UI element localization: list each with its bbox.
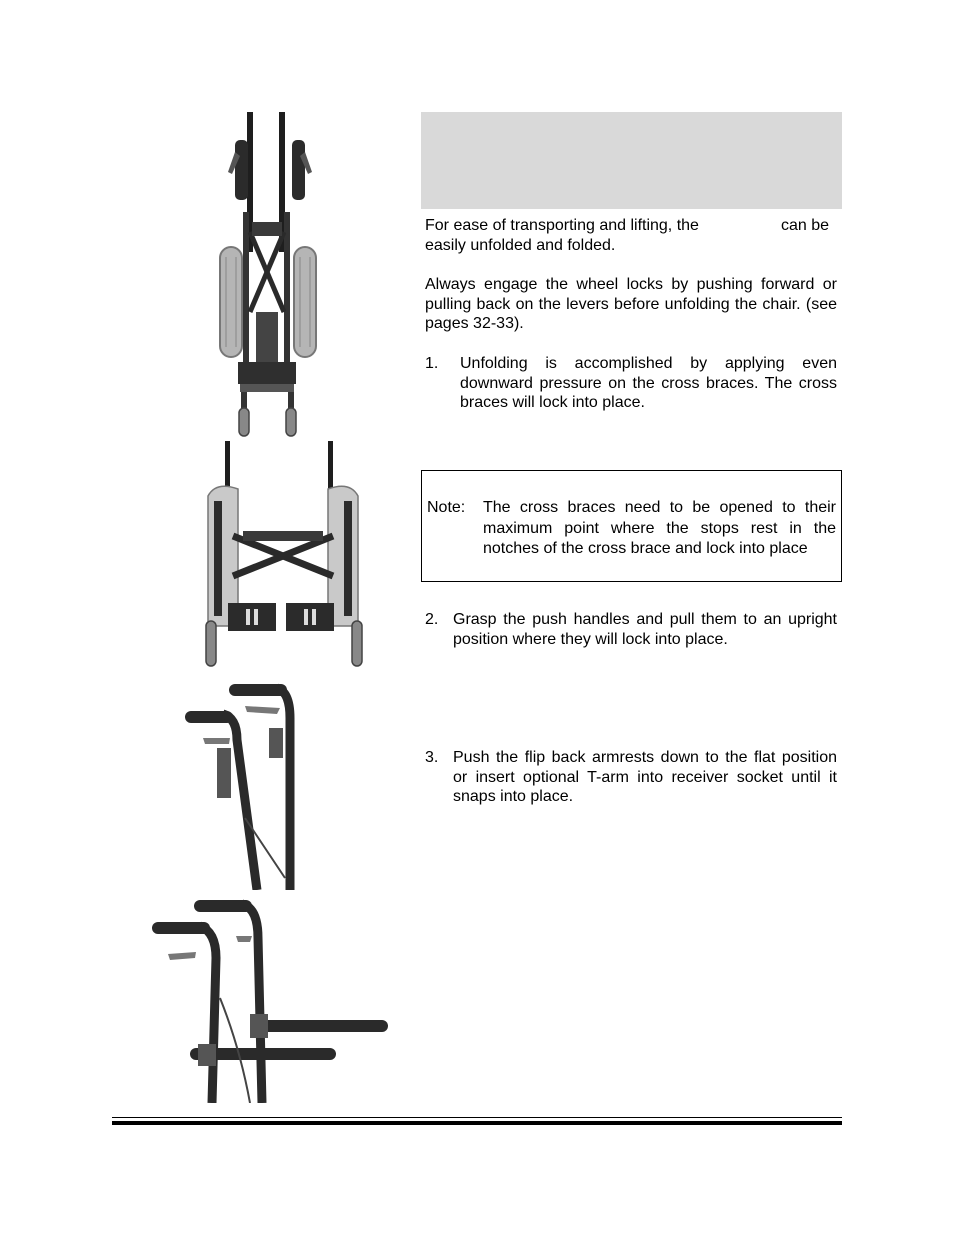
folded-wheelchair-figure xyxy=(210,112,340,438)
intro-line2: easily unfolded and folded. xyxy=(425,236,616,254)
step-1-text: Unfolding is accomplished by applying even downward pressure on the cross braces. The cross braces will lock into place. xyxy=(460,355,837,411)
note-box xyxy=(421,470,842,582)
step-1 xyxy=(425,354,837,414)
intro-line1-start: For ease of transporting and lifting, the xyxy=(425,217,699,234)
intro-line1-end: can be xyxy=(781,217,830,234)
push-handles-figure xyxy=(185,678,315,890)
step-2 xyxy=(425,610,837,650)
section-header-box xyxy=(421,112,842,209)
step-3-number: 3. xyxy=(425,749,439,766)
footer-rule-thin xyxy=(112,1117,842,1118)
wheel-lock-warning: Always engage the wheel locks by pushing forward or pulling back on the levers before unfolding the chair. (see pages 32-33). xyxy=(425,276,837,332)
step-1-number: 1. xyxy=(425,355,439,372)
step-2-number: 2. xyxy=(425,611,439,628)
step-3 xyxy=(425,748,837,808)
step-3-text: Push the flip back armrests down to the flat position or insert optional T-arm into receiver socket until it snaps into place. xyxy=(453,749,837,805)
armrest-t-arm-figure xyxy=(150,898,390,1103)
unfolded-wheelchair-figure xyxy=(188,441,378,675)
note-label: Note: xyxy=(427,499,466,516)
footer-rule-thick xyxy=(112,1121,842,1125)
note-text: The cross braces need to be opened to their maximum point where the stops rest in the notches of the cross brace and lock into place xyxy=(483,499,836,557)
intro-paragraph xyxy=(425,216,837,255)
step-2-text: Grasp the push handles and pull them to an upright position where they will lock into place. xyxy=(453,611,837,648)
